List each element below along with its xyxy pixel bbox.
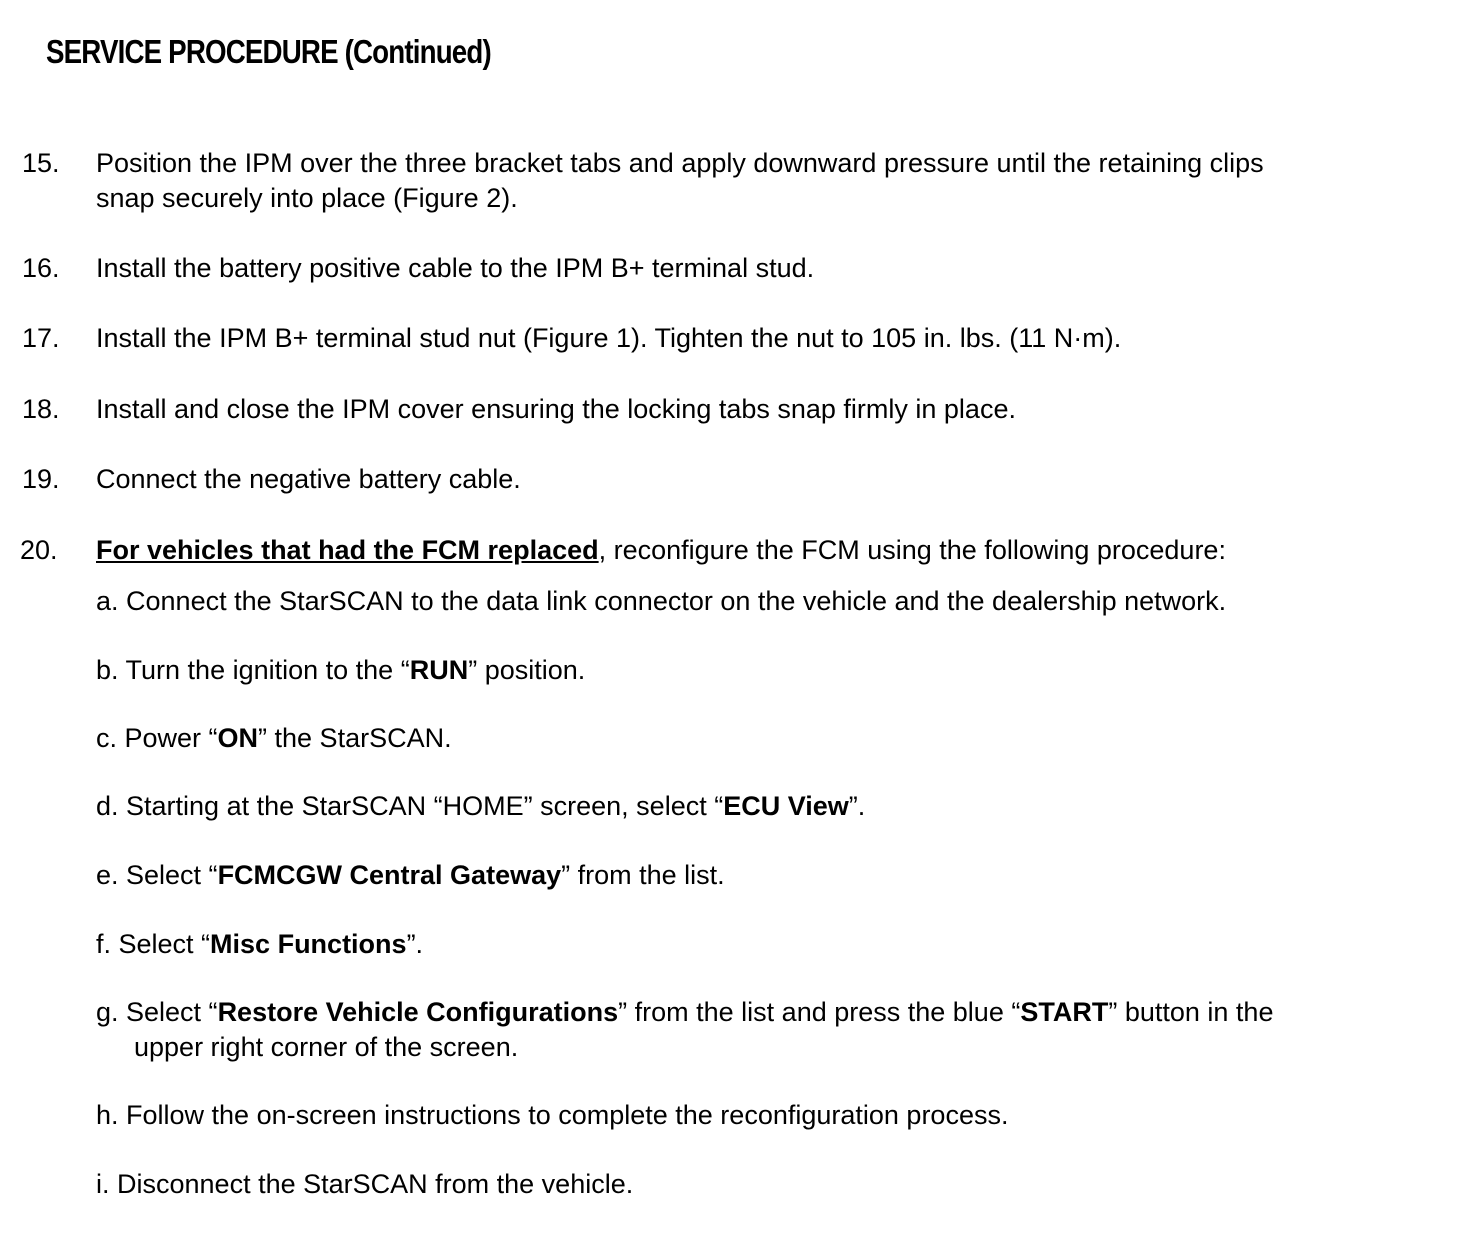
step-number: 19. <box>22 464 60 494</box>
substep-text-end: ” the StarSCAN. <box>258 723 452 753</box>
step-emphasis: For vehicles that had the FCM replaced <box>96 535 599 565</box>
substep-text-end: ”. <box>848 791 866 821</box>
substep-text: e. Select “ <box>96 860 218 890</box>
step-text-line1: Position the IPM over the three bracket tabs and apply downward pressure until the retaining clips <box>96 148 1264 178</box>
substep-b <box>96 653 1446 688</box>
step-text <box>96 533 1436 568</box>
step-number: 16. <box>22 253 60 283</box>
step-number: 15. <box>22 148 60 178</box>
substep-text: d. Starting at the StarSCAN “HOME” screen, select “ <box>96 791 724 821</box>
substep-text: i. Disconnect the StarSCAN from the vehicle. <box>96 1169 634 1199</box>
substep-g <box>96 995 1446 1065</box>
substep-text: f. Select “ <box>96 929 211 959</box>
substep-text: h. Follow the on-screen instructions to complete the reconfiguration process. <box>96 1100 1009 1130</box>
substep-h <box>96 1098 1446 1133</box>
step-text: Install and close the IPM cover ensuring the locking tabs snap firmly in place. <box>96 394 1016 424</box>
step-text: Install the battery positive cable to the IPM B+ terminal stud. <box>96 253 815 283</box>
substep-text-end: ”. <box>406 929 424 959</box>
substep-bold: FCMCGW Central Gateway <box>217 860 562 890</box>
step-text: Connect the negative battery cable. <box>96 464 521 494</box>
step-text: Install the IPM B+ terminal stud nut (Figure 1). Tighten the nut to 105 in. lbs. (11 N·m). <box>96 323 1122 353</box>
substep-bold: ON <box>217 723 259 753</box>
substep-bold-start: START <box>1020 997 1109 1027</box>
step-number: 20. <box>20 535 58 565</box>
substep-text: a. Connect the StarSCAN to the data link connector on the vehicle and the dealership network. <box>96 586 1227 616</box>
substep-bold: Restore Vehicle Configurations <box>217 997 619 1027</box>
substep-i <box>96 1167 1446 1202</box>
substep-d <box>96 789 1446 824</box>
step-text <box>96 146 1436 216</box>
substep-bold: Misc Functions <box>210 929 407 959</box>
substep-c <box>96 721 1446 756</box>
substep-e <box>96 858 1446 893</box>
step-text-line2: snap securely into place (Figure 2). <box>96 183 518 213</box>
substep-text-end: ” button in the <box>1108 997 1274 1027</box>
step-number: 17. <box>22 323 60 353</box>
substep-text: b. Turn the ignition to the “ <box>96 655 410 685</box>
substep-f <box>96 927 1446 962</box>
substep-bold: RUN <box>409 655 469 685</box>
substep-text: c. Power “ <box>96 723 218 753</box>
substep-text-end: ” from the list. <box>561 860 725 890</box>
substep-bold: ECU View <box>723 791 849 821</box>
substep-a <box>96 584 1446 619</box>
substep-text-end: ” position. <box>468 655 586 685</box>
substep-text: g. Select “ <box>96 997 218 1027</box>
substep-text-line2: upper right corner of the screen. <box>134 1032 519 1062</box>
step-number: 18. <box>22 394 60 424</box>
step-text-rest: , reconfigure the FCM using the following procedure: <box>598 535 1226 565</box>
page-title: SERVICE PROCEDURE (Continued) <box>46 33 491 70</box>
substep-text-mid: ” from the list and press the blue “ <box>618 997 1021 1027</box>
